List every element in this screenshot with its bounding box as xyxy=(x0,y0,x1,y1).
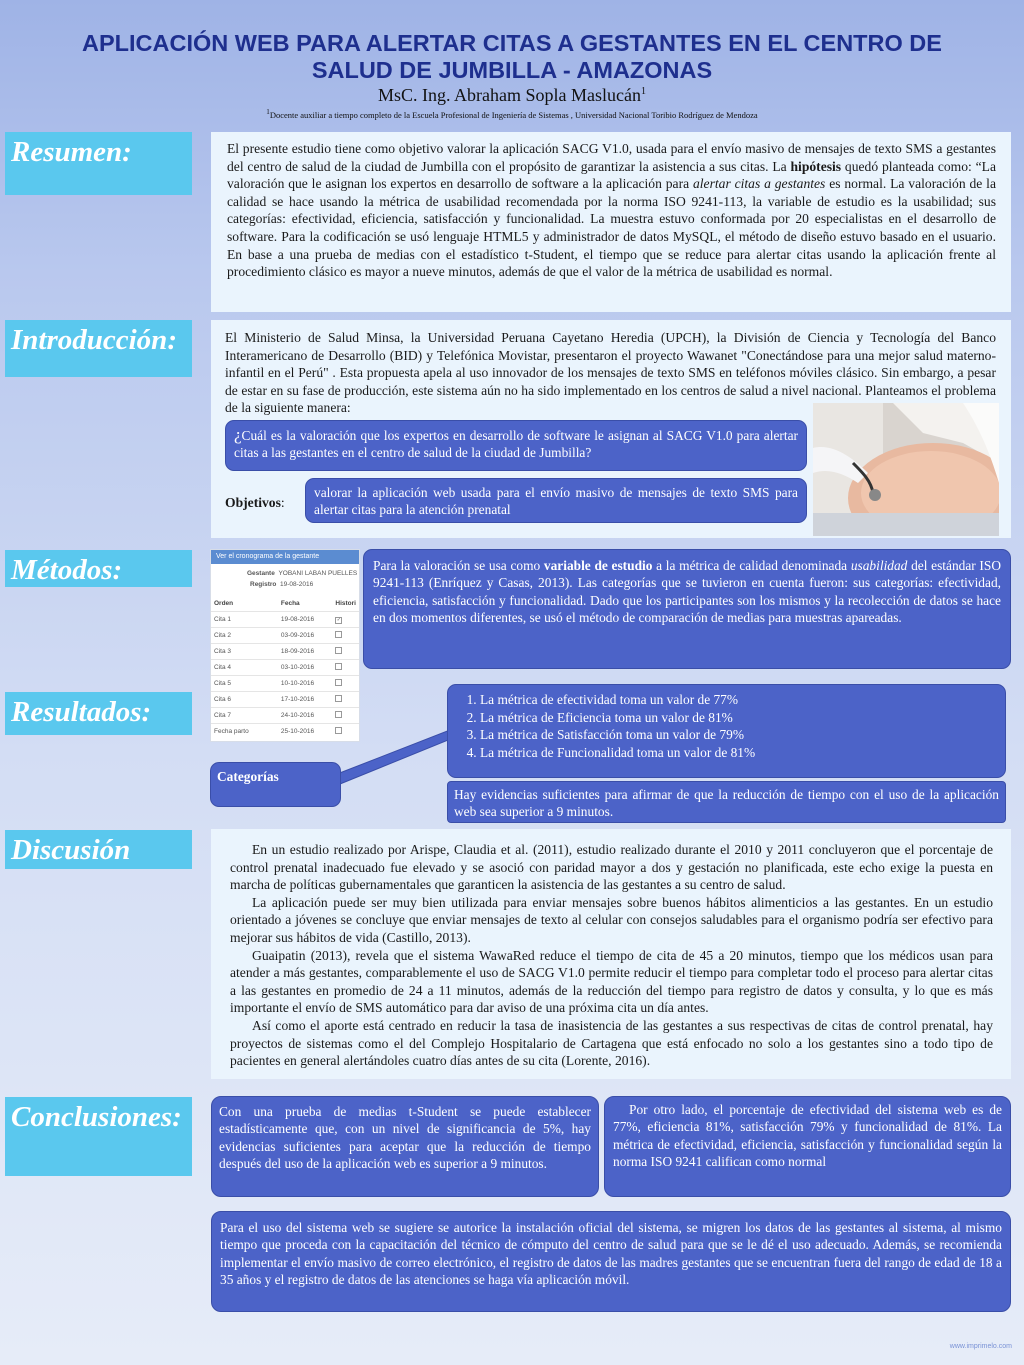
cell-fecha: 18-09-2016 xyxy=(278,644,333,660)
gestante-row xyxy=(247,568,359,579)
registro-label: Registro xyxy=(250,581,277,588)
cell-orden: Cita 2 xyxy=(211,628,278,644)
metodos-text-1: Para la valoración se usa como xyxy=(373,558,544,573)
cell-orden: Cita 7 xyxy=(211,708,278,724)
registro-row xyxy=(247,579,359,590)
cell-orden: Cita 6 xyxy=(211,692,278,708)
cell-check[interactable] xyxy=(332,660,359,676)
affiliation-text: Docente auxiliar a tiempo completo de la Escuela Profesional de Ingeniería de Sistemas , Universidad Nacional Toribio Rodríguez de Mendoza xyxy=(269,109,758,120)
cell-orden: Cita 3 xyxy=(211,644,278,660)
cell-fecha: 10-10-2016 xyxy=(278,676,333,692)
cell-fecha: 19-08-2016 xyxy=(278,612,333,628)
citas-table-header xyxy=(211,596,359,612)
cell-check[interactable] xyxy=(332,612,359,628)
section-label-resumen: Resumen: xyxy=(5,132,192,195)
discusion-paragraph-3: Guaipatin (2013), revela que el sistema WawaRed reduce el tiempo de cita de 45 a 20 minutos, tiempo que los médicos usan para atender a más gestantes, comparablemente el uso de SACG V1.0 permite reducir el tiempo para completar todo el proceso para alertar citas a las gestantes en promedio de 24 a 11 minutos, además de la reducción del tiempo para registro de datos y consulta, y lo que es más importante el envío de SMS automático para dar aviso de una próxima cita un día antes. xyxy=(230,947,993,1016)
research-question: Cuál es la valoración que los expertos en desarrollo de software le asignan al SACG V1.0 para alertar citas a las gestantes en el centro de salud de la ciudad de Jumbilla? xyxy=(234,428,798,461)
section-label-resultados: Resultados: xyxy=(5,692,192,735)
checkbox[interactable] xyxy=(335,663,342,670)
objetivos-colon: : xyxy=(280,495,285,510)
section-label-conclusiones: Conclusiones: xyxy=(5,1097,192,1176)
cell-orden: Cita 4 xyxy=(211,660,278,676)
resumen-text-1: El presente estudio tiene como objetivo valorar la aplicación SACG V1.0, usada para el envío masivo de mensajes de texto SMS a gestantes del centro de salud de la ciudad de Jumbilla con el propósito de garantizar la asistencia a sus citas. La xyxy=(227,141,996,174)
footer-url: www.imprimelo.com xyxy=(949,1343,1012,1350)
resumen-text-2: quedó planteada como: “La valoración que le asignan los expertos en desarrollo de software a la aplicación para xyxy=(227,158,996,192)
cell-orden: Cita 1 xyxy=(211,612,278,628)
poster-title: APLICACIÓN WEB PARA ALERTAR CITAS A GESTANTES EN EL CENTRO DE SALUD DE JUMBILLA - AMAZONAS xyxy=(82,30,942,83)
checkbox[interactable] xyxy=(335,631,342,638)
objetivos-label-line xyxy=(225,494,285,512)
pregnant-woman-photo xyxy=(813,403,999,536)
checkbox[interactable] xyxy=(335,695,342,702)
table-row[interactable] xyxy=(211,676,359,692)
cell-fecha: 17-10-2016 xyxy=(278,692,333,708)
conclusion-bottom-box: Para el uso del sistema web se sugiere se autorice la instalación oficial del sistema, se migren los datos de las gestantes al sistema, al mismo tiempo que proceda con la capacitación del técnico de cómputo del centro de salud para que se le dé el uso adecuado. Además, se recomienda implementar el envío masivo de correo electrónico, el registro de datos de las madres gestantes que se encuentran fuera del rango de edad de 18 a 35 años y el registro de datos de las atenciones se haga vía aplicación móvil. xyxy=(211,1211,1011,1312)
research-question-box xyxy=(225,420,807,471)
introduccion-panel xyxy=(211,320,1011,538)
metodos-box xyxy=(363,549,1011,669)
discusion-panel xyxy=(211,829,1011,1079)
question-mark: ¿ xyxy=(234,425,242,444)
table-row[interactable] xyxy=(211,660,359,676)
cell-check[interactable] xyxy=(332,692,359,708)
discusion-paragraph-2: La aplicación puede ser muy bien utilizada para enviar mensajes sobre buenos hábitos alimenticios a las gestantes. En un estudio orientado a jóvenes se concluye que enviar mensajes de texto al celular con consejos saludables para el organismo podría ser efectivo para mejorar sus hábitos de vida (Castillo, 2013). xyxy=(230,894,993,945)
metodos-keyword: variable de estudio xyxy=(543,558,653,573)
col-historia: Histori xyxy=(335,600,356,607)
discusion-paragraph-4: Así como el aporte está centrado en reducir la tasa de inasistencia de las gestantes a sus respectivas de citas de control prenatal, hay proyectos de sistemas como el del Complejo Hospitalario de Cartagena que está enfocado no solo a los gestantes sino a todo tipo de pacientes en general alertándoles cuatro días antes de su cita (Lorente, 2016). xyxy=(230,1017,993,1069)
checkbox[interactable] xyxy=(335,647,342,654)
resumen-emphasis: alertar citas a gestantes xyxy=(692,176,826,192)
affiliation-sup: 1 xyxy=(266,108,270,116)
table-row[interactable] xyxy=(211,628,359,644)
objetivos-label: Objetivos xyxy=(225,495,281,510)
list-item: 1. La métrica de efectividad toma un valor de 77% xyxy=(480,691,1001,709)
discusion-paragraph-1: En un estudio realizado por Arispe, Claudia et al. (2011), estudio realizado durante el 2010 y 2011 concluyeron que el porcentaje de control prenatal inadecuado fue elevado y se asoció con paridad mayor a dos y gestación no planificada, este echo exige la puesta en marcha de políticas gubernamentales que garanticen la asistencia de las gestantes a su centro de salud. xyxy=(230,842,993,893)
metodos-text-2: a la métrica de calidad denominada xyxy=(652,558,851,573)
cell-orden: Cita 5 xyxy=(211,676,278,692)
cell-fecha: 24-10-2016 xyxy=(278,708,333,724)
cell-check[interactable] xyxy=(332,676,359,692)
table-row[interactable] xyxy=(211,612,359,628)
cell-fecha: 03-09-2016 xyxy=(278,628,333,644)
col-orden: Orden xyxy=(214,600,234,607)
metodos-text-3: del estándar ISO 9241-113 (Enríquez y Casas, 2013). Las categorías que se tuvieron en cuenta fueron: sus categorías: efectividad, eficiencia, satisfacción y funcionalidad. Dado que los participantes son los mismos y la recolección de datos se hace en dos momentos diferentes, se usó el método de comparación de medias para muestras apareadas. xyxy=(373,558,1002,626)
section-label-metodos: Métodos: xyxy=(5,550,192,587)
list-item: 3. La métrica de Satisfacción toma un valor de 79% xyxy=(480,726,1001,744)
metodos-emphasis: usabilidad xyxy=(850,558,908,573)
introduccion-text: El Ministerio de Salud Minsa, la Universidad Peruana Cayetano Heredia (UPCH), la División de Ciencia y Tecnología del Banco Interamericano de Desarrollo (BID) y Telefónica Movistar, presentaron el proyecto Wawanet "Conectándose para una mejor salud materno-infantil en el Perú" . Esta propuesta apela al uso innovador de los mensajes de texto SMS en teléfonos móviles clásico. Sin embargo, a pesar de estar en su fase de producción, este sistema aún no ha sido implementado en los centros de salud a nivel nacional. Planteamos el problema de la siguiente manera: xyxy=(225,330,996,416)
col-fecha: Fecha xyxy=(280,600,300,607)
cell-fecha: 25-10-2016 xyxy=(278,724,333,740)
citas-table xyxy=(211,596,359,739)
checkbox[interactable] xyxy=(335,711,342,718)
resumen-text-3: es normal. La valoración de la calidad se hace usando la métrica de usabilidad recomendada por la norma ISO 9241-113, la variable de estudio es la usabilidad; sus categorías: efectividad, eficiencia, satisfacción y funcionalidad. La muestra estuvo conformada por 20 especialistas en el desarrollo de software. Para la codificación se usó lenguaje HTML5 y administrador de datos MySQL, el método de diseño estuvo basado en el usuario. En base a una prueba de medias con el estadístico t-Student, el tiempo que se reduce para alertar citas usando la aplicación frente al procedimiento clásico es mayor a nueve minutos, además de que el valor de la métrica de usabilidad es normal. xyxy=(227,176,996,280)
author-sup: 1 xyxy=(640,86,646,97)
resultados-list xyxy=(452,691,1001,761)
gestante-value: YOBANI LABAN PUELLES xyxy=(278,570,358,577)
list-item: 2. La métrica de Eficiencia toma un valor de 81% xyxy=(480,709,1001,727)
section-label-introduccion: Introducción: xyxy=(5,320,192,377)
app-screenshot xyxy=(210,549,360,742)
categorias-box: Categorías xyxy=(210,762,341,807)
cell-orden: Fecha parto xyxy=(211,724,278,740)
conclusion-left-box: Con una prueba de medias t-Student se puede establecer estadísticamente que, con un nivel de significancia de 5%, hay evidencias suficientes para aceptar que la reducción de tiempo después del uso de la aplicación web es superior a 9 minutos. xyxy=(211,1096,599,1197)
cell-check[interactable] xyxy=(332,708,359,724)
cell-check[interactable] xyxy=(332,628,359,644)
checkbox[interactable]: ✓ xyxy=(336,616,341,623)
affiliation xyxy=(0,108,1024,120)
callout-arrow xyxy=(330,726,460,786)
table-row[interactable] xyxy=(211,644,359,660)
screenshot-info xyxy=(211,564,359,590)
gestante-label: Gestante xyxy=(247,570,275,577)
resumen-keyword: hipótesis xyxy=(790,158,842,174)
resumen-panel xyxy=(211,132,1011,312)
cell-check[interactable] xyxy=(332,644,359,660)
evidencia-box: Hay evidencias suficientes para afirmar de que la reducción de tiempo con el uso de la aplicación web sea superior a 9 minutos. xyxy=(447,781,1006,823)
author-line xyxy=(0,85,1024,106)
resultados-box xyxy=(447,684,1006,778)
registro-value: 19-08-2016 xyxy=(280,581,314,588)
checkbox[interactable] xyxy=(335,679,342,686)
section-label-discusion: Discusión xyxy=(5,830,192,869)
objetivo-box: valorar la aplicación web usada para el envío masivo de mensajes de texto SMS para alertar citas para la atención prenatal xyxy=(305,478,807,523)
author-name: MsC. Ing. Abraham Sopla Maslucán xyxy=(378,85,641,105)
table-row[interactable] xyxy=(211,692,359,708)
screenshot-header: Ver el cronograma de la gestante xyxy=(211,550,359,564)
cell-fecha: 03-10-2016 xyxy=(278,660,333,676)
table-row[interactable] xyxy=(211,708,359,724)
list-item: 4. La métrica de Funcionalidad toma un valor de 81% xyxy=(480,744,1001,762)
conclusion-right-box: Por otro lado, el porcentaje de efectividad del sistema web es de 77%, eficiencia 81%, satisfacción 79% y funcionalidad de 81%. La métrica de efectividad, eficiencia, satisfacción y funcionalidad según la norma ISO 9241 califican como normal xyxy=(604,1096,1011,1197)
